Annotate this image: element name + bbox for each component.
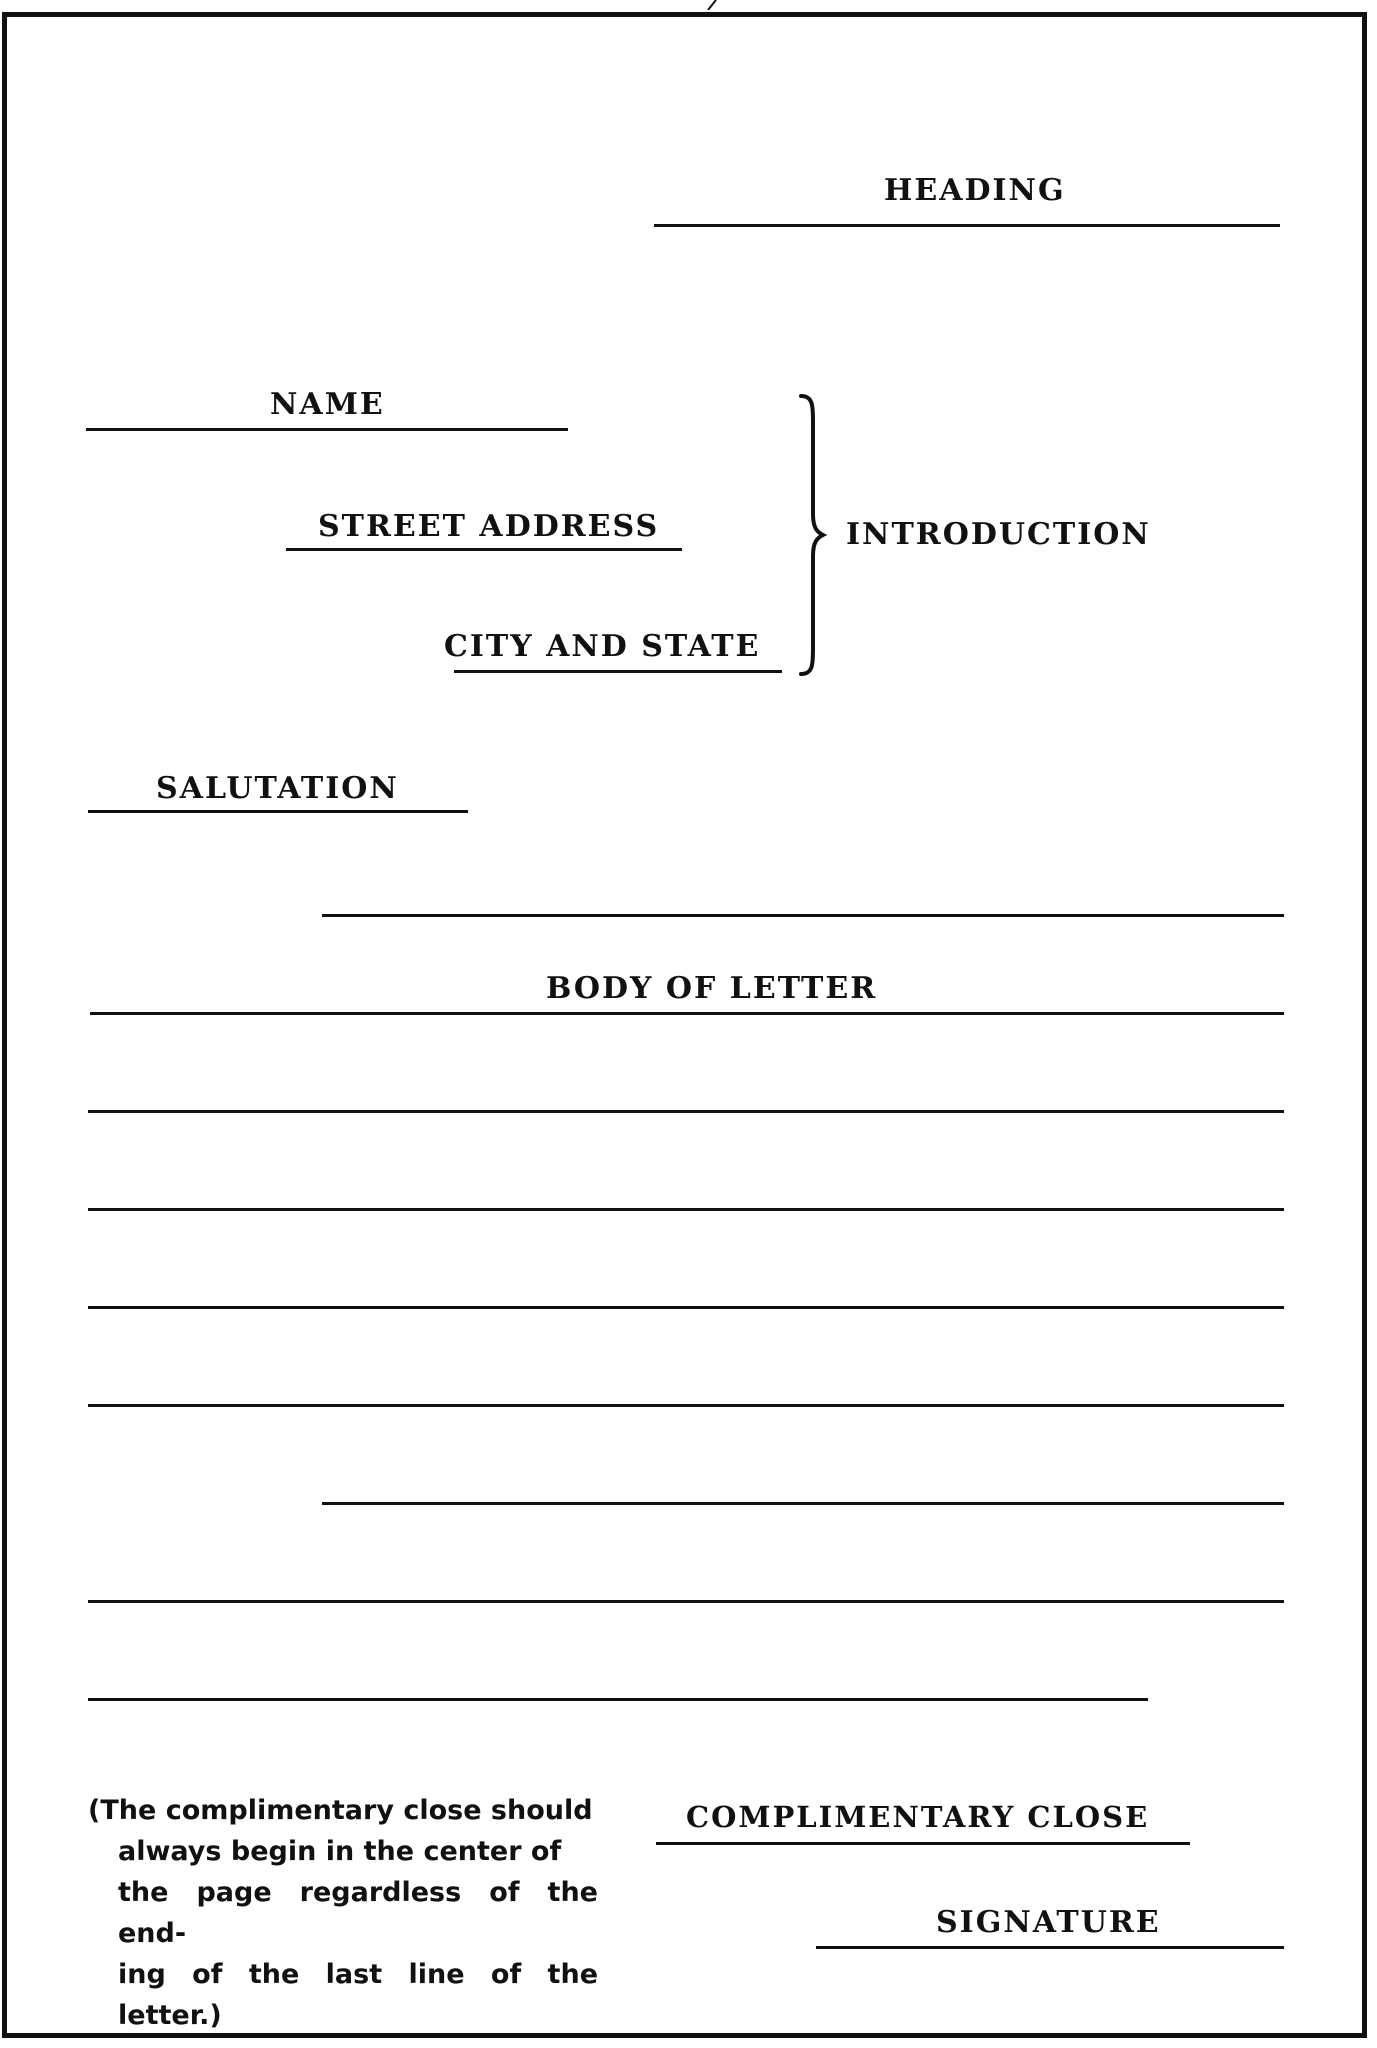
street-address-label: STREET ADDRESS <box>318 509 660 544</box>
complimentary-close-note <box>88 1790 598 2036</box>
salutation-line <box>88 810 468 813</box>
name-label: NAME <box>270 387 385 422</box>
introduction-brace <box>795 392 845 678</box>
note-line-4: ing of the last line of the letter.) <box>118 1959 598 2031</box>
note-line-1: (The complimentary close should <box>88 1795 593 1826</box>
complimentary-close-label: COMPLIMENTARY CLOSE <box>686 1800 1150 1834</box>
body-line-5 <box>88 1306 1284 1309</box>
body-line-2 <box>90 1012 1284 1015</box>
body-of-letter-label: BODY OF LETTER <box>546 971 878 1006</box>
frame-notch-mark <box>706 0 720 10</box>
note-line-2: always begin in the center of <box>118 1836 562 1867</box>
signature-line <box>816 1946 1284 1949</box>
body-line-7 <box>322 1502 1284 1505</box>
page-frame <box>2 12 1367 2038</box>
introduction-label: INTRODUCTION <box>846 517 1151 552</box>
complimentary-close-line <box>656 1842 1190 1845</box>
body-line-3 <box>88 1110 1284 1113</box>
name-line <box>86 428 568 431</box>
body-line-9 <box>88 1698 1148 1701</box>
body-line-1 <box>322 914 1284 917</box>
city-and-state-line <box>454 670 782 673</box>
body-line-8 <box>88 1600 1284 1603</box>
salutation-label: SALUTATION <box>156 771 399 806</box>
note-line-3: the page regardless of the end- <box>118 1877 598 1949</box>
signature-label: SIGNATURE <box>936 1905 1161 1940</box>
body-line-4 <box>88 1208 1284 1211</box>
heading-label: HEADING <box>884 173 1066 208</box>
street-address-line <box>286 548 682 551</box>
city-and-state-label: CITY AND STATE <box>444 629 761 664</box>
heading-line <box>654 224 1280 227</box>
body-line-6 <box>88 1404 1284 1407</box>
